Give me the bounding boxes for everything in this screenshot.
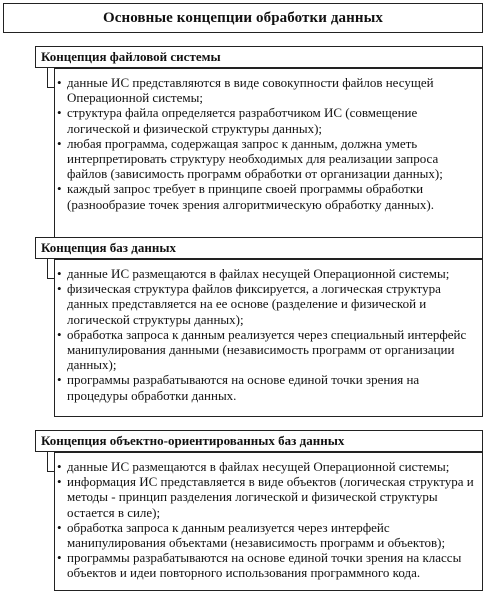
connector-line [47, 87, 54, 88]
section-header: Концепция баз данных [35, 237, 483, 259]
list-item: • любая программа, содержащая запрос к данным, должна уметь интерпретировать структуру необходимых для реализации запроса файлов (зависимость программ обработки от организации данных); [57, 136, 476, 182]
connector-line [47, 68, 48, 88]
list-item: • данные ИС размещаются в файлах несущей Операционной системы; [57, 266, 476, 281]
connector-line [47, 452, 48, 472]
section-body [54, 68, 483, 244]
connector-line [47, 259, 48, 279]
section-body [54, 452, 483, 591]
concept-list [57, 459, 476, 581]
connector-line [47, 471, 54, 472]
section-header: Концепция файловой системы [35, 46, 483, 68]
list-item: • обработка запроса к данным реализуется через специальный интерфейс манипулирования данными (независимость программ от организации данных); [57, 327, 476, 373]
list-item: • каждый запрос требует в принципе своей программы обработки (разнообразие точек зрения алгоритмическую обработку данных). [57, 181, 476, 211]
section-header: Концепция объектно-ориентированных баз данных [35, 430, 483, 452]
section-databases [35, 237, 483, 259]
list-item: • структура файла определяется разработчиком ИС (совмещение логической и физической структуры данных); [57, 105, 476, 135]
connector-line [47, 278, 54, 279]
list-item: • программы разрабатываются на основе единой точки зрения на классы объектов и идеи повторного использования программного кода. [57, 550, 476, 580]
list-item: • физическая структура файлов фиксируется, а логическая структура данных представляется на ее основе (разделение и физической и логической структуры данных); [57, 281, 476, 327]
section-body [54, 259, 483, 417]
list-item: • данные ИС размещаются в файлах несущей Операционной системы; [57, 459, 476, 474]
section-file-system [35, 46, 483, 68]
section-oo-databases [35, 430, 483, 452]
list-item: • обработка запроса к данным реализуется через интерфейс манипулирования объектами (независимость программ и объектов); [57, 520, 476, 550]
list-item: • информация ИС представляется в виде объектов (логическая структура и методы - принцип разделения логической и физической структуры остается в силе); [57, 474, 476, 520]
concept-list [57, 75, 476, 212]
list-item: • данные ИС представляются в виде совокупности файлов несущей Операционной системы; [57, 75, 476, 105]
list-item: • программы разрабатываются на основе единой точки зрения на процедуры обработки данных. [57, 372, 476, 402]
main-title: Основные концепции обработки данных [3, 3, 483, 33]
concept-list [57, 266, 476, 403]
